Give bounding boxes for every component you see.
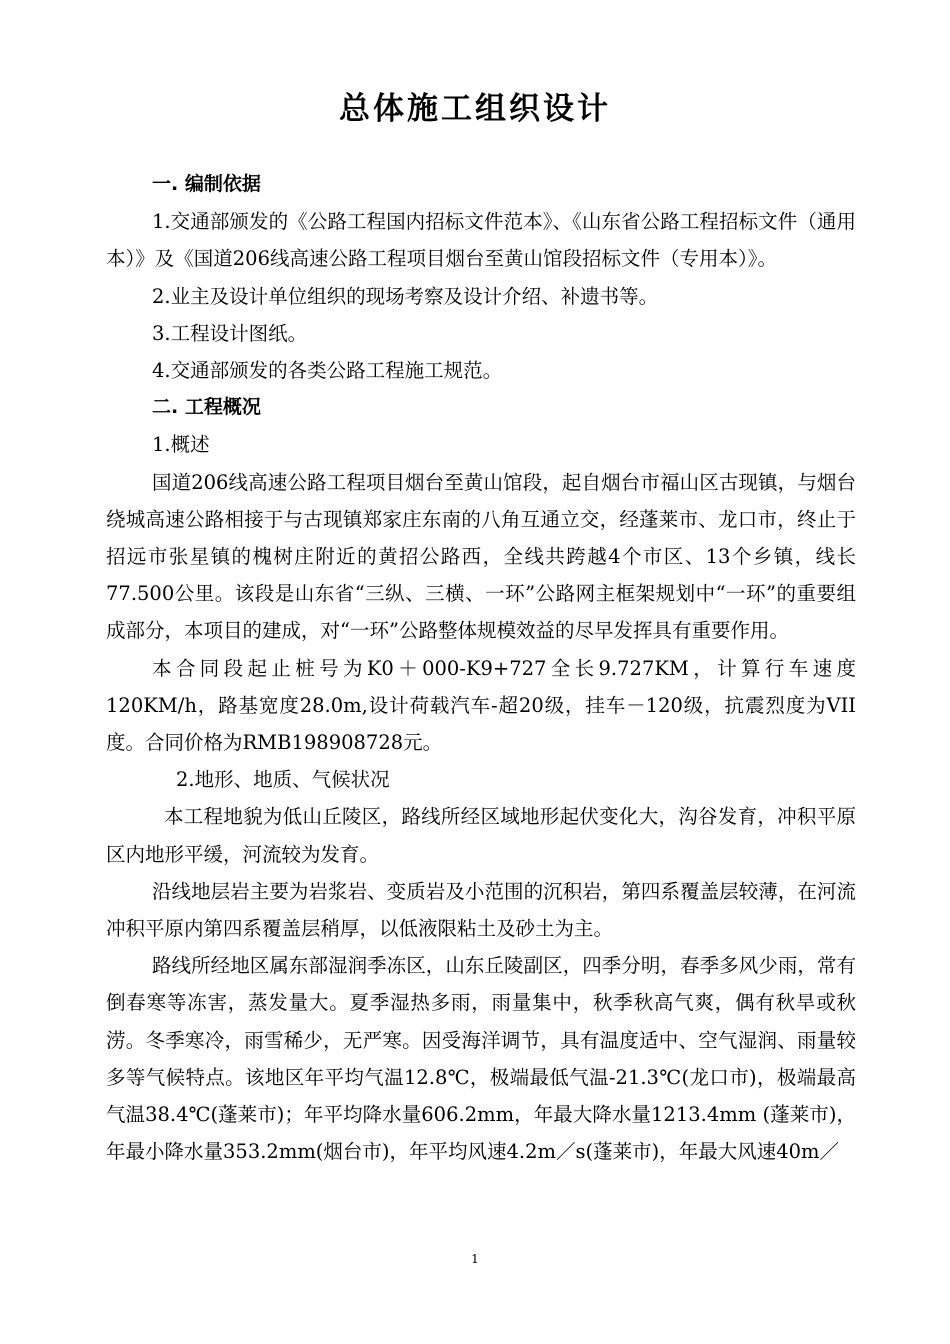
section-heading: 一. 编制依据 bbox=[152, 173, 261, 195]
document-body bbox=[106, 166, 856, 1170]
basis-item: 1.交通部颁发的《公路工程国内招标文件范本》、《山东省公路工程招标文件（通用本）》及《国道206线高速公路工程项目烟台至黄山馆段招标文件（专用本）》。 bbox=[106, 210, 856, 271]
page-number: 1 bbox=[471, 1252, 479, 1266]
subsection-title: 2.地形、地质、气候状况 bbox=[176, 768, 390, 792]
subsection-title: 1.概述 bbox=[152, 433, 210, 457]
overview-paragraph: 本合同段起止桩号为K0＋000-K9+727全长9.727KM，计算行车速度120KM/h，路基宽度28.0m,设计荷载汽车-超20级，挂车－120级，抗震烈度为VII度。合同价格为RMB198908728元。 bbox=[106, 656, 856, 755]
basis-item: 2.业主及设计单位组织的现场考察及设计介绍、补遗书等。 bbox=[152, 284, 659, 308]
geology-paragraph: 沿线地层岩主要为岩浆岩、变质岩及小范围的沉积岩，第四系覆盖层较薄，在河流冲积平原内第四系覆盖层稍厚，以低液限粘土及砂土为主。 bbox=[106, 879, 856, 941]
climate-paragraph: 路线所经地区属东部湿润季冻区，山东丘陵副区，四季分明，春季多风少雨，常有倒春寒等冻害，蒸发量大。夏季湿热多雨，雨量集中，秋季秋高气爽，偶有秋旱或秋涝。冬季寒冷，雨雪稀少，无严寒。因受海洋调节，具有温度适中、空气湿润、雨量较多等气候特点。该地区年平均气温12.8℃，极端最低气温-21.3℃(龙口市)，极端最高气温38.4℃(蓬莱市)；年平均降水量606.2mm，年最大降水量1213.4mm (蓬莱市)，年最小降水量353.2mm(烟台市)，年平均风速4.2m／s(蓬莱市)，年最大风速40m／ bbox=[106, 954, 856, 1164]
terrain-paragraph: 本工程地貌为低山丘陵区，路线所经区域地形起伏变化大，沟谷发育，冲积平原区内地形平缓，河流较为发育。 bbox=[106, 805, 856, 866]
basis-item: 4.交通部颁发的各类公路工程施工规范。 bbox=[152, 359, 503, 383]
overview-paragraph: 国道206线高速公路工程项目烟台至黄山馆段，起自烟台市福山区古现镇，与烟台绕城高速公路相接于与古现镇郑家庄东南的八角互通立交，经蓬莱市、龙口市，终止于招远市张星镇的槐树庄附近的黄招公路西，全线共跨越4个市区、13个乡镇，线长77.500公里。该段是山东省“三纵、三横、一环”公路网主框架规划中“一环”的重要组成部分，本项目的建成，对“一环”公路整体规模效益的尽早发挥具有重要作用。 bbox=[106, 470, 856, 643]
page-title: 总体施工组织设计 bbox=[339, 91, 611, 127]
basis-item: 3.工程设计图纸。 bbox=[152, 321, 308, 345]
section-heading: 二. 工程概况 bbox=[152, 396, 261, 419]
